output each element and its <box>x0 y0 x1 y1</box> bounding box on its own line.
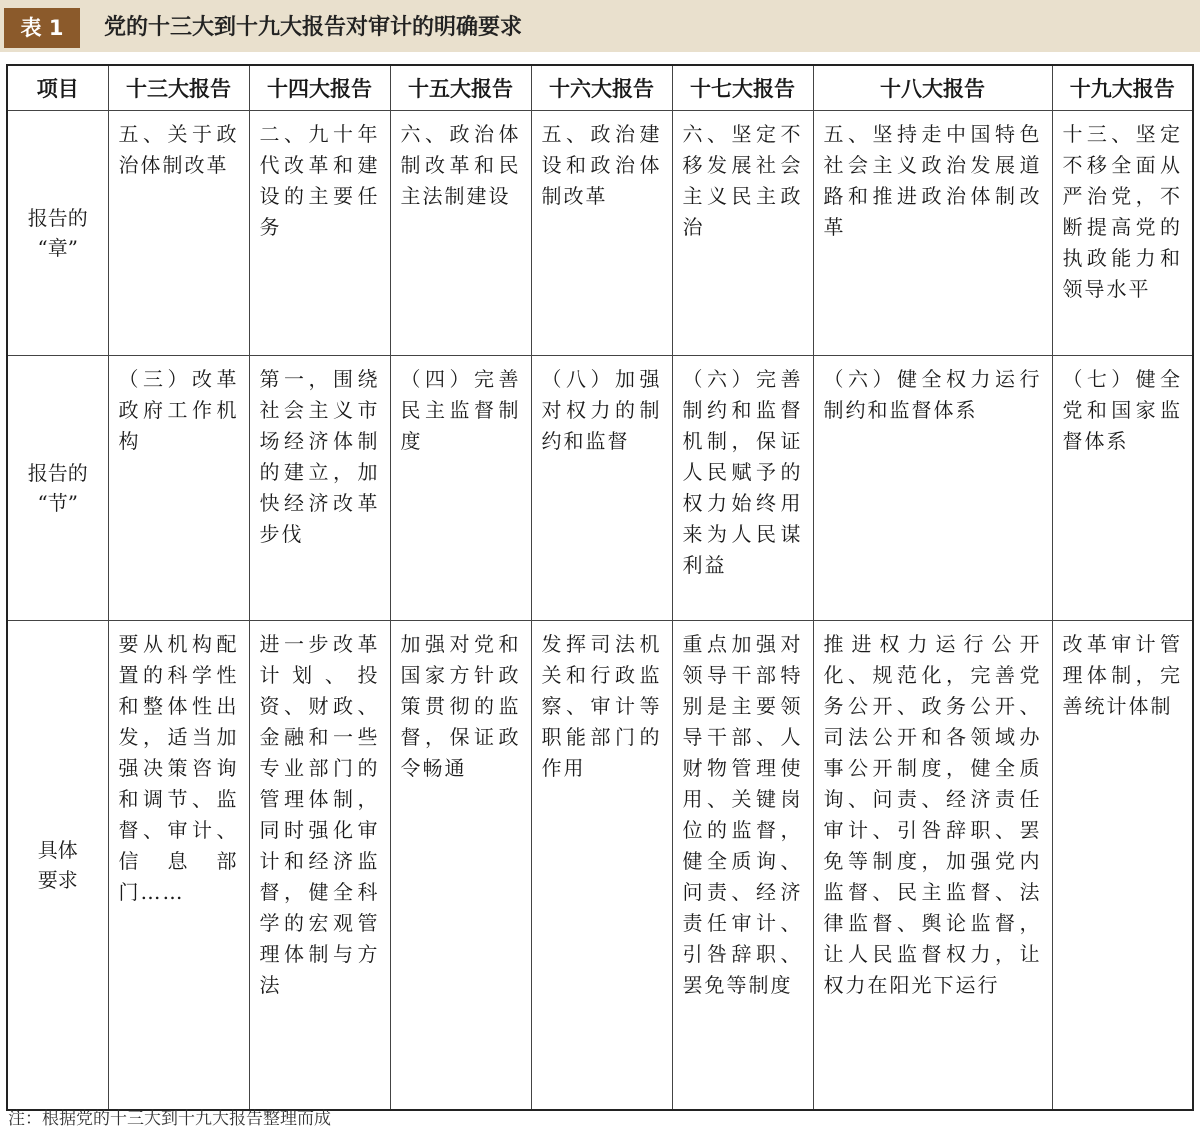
column-header: 十四大报告 <box>249 65 390 111</box>
table-cell: 发挥司法机关和行政监察、审计等职能部门的作用 <box>531 621 672 1111</box>
column-header: 十三大报告 <box>108 65 249 111</box>
column-header: 十八大报告 <box>813 65 1052 111</box>
table-header-bar <box>0 0 1200 52</box>
table-row <box>7 111 1193 356</box>
table-cell: 加强对党和国家方针政策贯彻的监督，保证政令畅通 <box>390 621 531 1111</box>
column-header: 项目 <box>7 65 108 111</box>
row-label-line: 报告的 <box>27 206 88 230</box>
column-header: 十五大报告 <box>390 65 531 111</box>
table-cell: 五、坚持走中国特色社会主义政治发展道路和推进政治体制改革 <box>813 111 1052 356</box>
table-number-tag: 表 1 <box>4 8 80 48</box>
row-label-line: 要求 <box>37 868 78 892</box>
table-cell: （七）健全党和国家监督体系 <box>1052 356 1193 621</box>
table-cell: 重点加强对领导干部特别是主要领导干部、人财物管理使用、关键岗位的监督，健全质询、问责、经济责任审计、引咎辞职、罢免等制度 <box>672 621 813 1111</box>
table-cell: 五、政治建设和政治体制改革 <box>531 111 672 356</box>
table-cell: （六）完善制约和监督机制，保证人民赋予的权力始终用来为人民谋利益 <box>672 356 813 621</box>
requirements-table <box>6 64 1194 1111</box>
table-cell: 推进权力运行公开化、规范化，完善党务公开、政务公开、司法公开和各领域办事公开制度，健全质询、问责、经济责任审计、引咎辞职、罢免等制度，加强党内监督、民主监督、法律监督、舆论监督，让人民监督权力，让权力在阳光下运行 <box>813 621 1052 1111</box>
table-cell: （八）加强对权力的制约和监督 <box>531 356 672 621</box>
table-cell: 六、坚定不移发展社会主义民主政治 <box>672 111 813 356</box>
row-label-line: “章” <box>37 236 78 260</box>
column-header: 十九大报告 <box>1052 65 1193 111</box>
table-cell: 改革审计管理体制，完善统计体制 <box>1052 621 1193 1111</box>
header-row <box>7 65 1193 111</box>
table-cell: 十三、坚定不移全面从严治党，不断提高党的执政能力和领导水平 <box>1052 111 1193 356</box>
source-note: 注：根据党的十三大到十九大报告整理而成 <box>8 1109 331 1129</box>
table-row <box>7 621 1193 1111</box>
table-row <box>7 356 1193 621</box>
table-cell: 二、九十年代改革和建设的主要任务 <box>249 111 390 356</box>
row-label-line: “节” <box>37 491 78 515</box>
table-cell: 五、关于政治体制改革 <box>108 111 249 356</box>
table-cell: （三）改革政府工作机构 <box>108 356 249 621</box>
table-cell: （六）健全权力运行制约和监督体系 <box>813 356 1052 621</box>
table-cell: 第一，围绕社会主义市场经济体制的建立，加快经济改革步伐 <box>249 356 390 621</box>
row-label-line: 具体 <box>37 838 78 862</box>
table-cell: 进一步改革计划、投资、财政、金融和一些专业部门的管理体制，同时强化审计和经济监督，健全科学的宏观管理体制与方法 <box>249 621 390 1111</box>
row-label <box>7 621 108 1111</box>
column-header: 十七大报告 <box>672 65 813 111</box>
table-cell: 要从机构配置的科学性和整体性出发，适当加强决策咨询和调节、监督、审计、信息部门…… <box>108 621 249 1111</box>
table-title: 党的十三大到十九大报告对审计的明确要求 <box>104 15 523 40</box>
row-label <box>7 111 108 356</box>
row-label <box>7 356 108 621</box>
column-header: 十六大报告 <box>531 65 672 111</box>
table-cell: 六、政治体制改革和民主法制建设 <box>390 111 531 356</box>
table-cell: （四）完善民主监督制度 <box>390 356 531 621</box>
row-label-line: 报告的 <box>27 461 88 485</box>
